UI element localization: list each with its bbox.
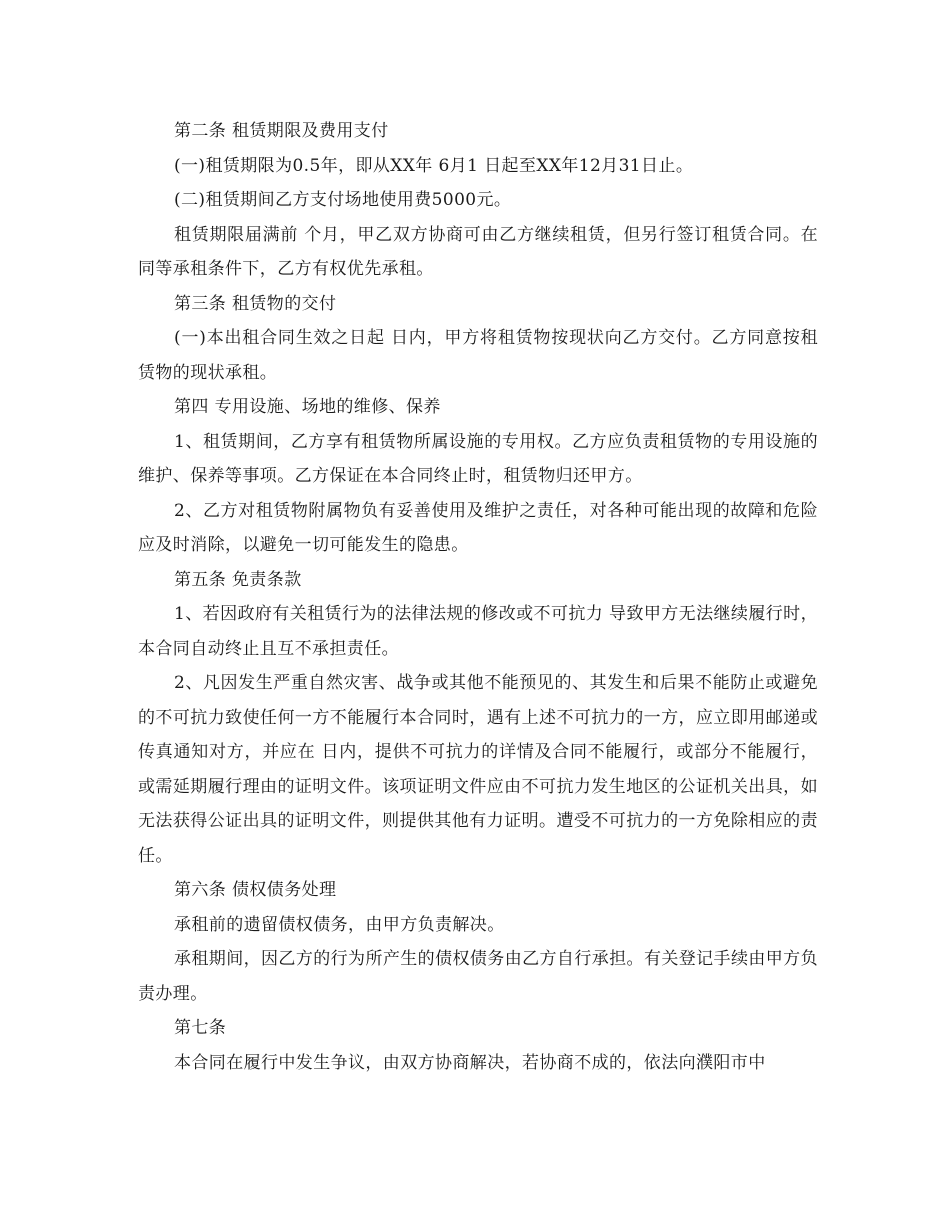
article-7-paragraph-1: 本合同在履行中发生争议，由双方协商解决，若协商不成的，依法向濮阳市中 (174, 1052, 766, 1073)
article-5-heading: 第五条 免责条款 (174, 569, 302, 590)
article-2-clause-1: (一)租赁期限为0.5年，即从XX年 6月1 日起至XX年12月31日止。 (174, 155, 694, 176)
article-2-clause-2: (二)租赁期间乙方支付场地使用费5000元。 (174, 190, 512, 210)
article-6-heading: 第六条 债权债务处理 (174, 880, 337, 900)
article-4-item-1: 1、租赁期间，乙方享有租赁物所属设施的专用权。乙方应负责租赁物的专用设施的维护、保养等事项。乙方保证在本合同终止时，租赁物归还甲方。 (138, 431, 818, 486)
article-6-paragraph-1: 承租前的遗留债权债务，由甲方负责解决。 (174, 914, 505, 935)
article-7-heading: 第七条 (174, 1018, 227, 1038)
article-3-heading: 第三条 租赁物的交付 (174, 293, 337, 314)
article-2-heading: 第二条 租赁期限及费用支付 (174, 121, 389, 141)
article-2-renewal-paragraph: 租赁期限届满前 个月，甲乙双方协商可由乙方继续租赁，但另行签订租赁合同。在同等承租条件下，乙方有权优先承租。 (138, 224, 818, 279)
article-5-item-2: 2、凡因发生严重自然灾害、战争或其他不能预见的、其发生和后果不能防止或避免的不可抗力致使任何一方不能履行本合同时，遇有上述不可抗力的一方，应立即用邮递或传真通知对方，并应在 日内，提供不可抗力的详情及合同不能履行，或部分不能履行，或需延期履行理由的证明文件。该项证明文件应由不可抗力发生地区的公证机关出具，如无法获得公证出具的证明文件，则提供其他有力证明。遭受不可抗力的一方免除相应的责任。 (138, 673, 818, 866)
article-4-item-2: 2、乙方对租赁物附属物负有妥善使用及维护之责任，对各种可能出现的故障和危险应及时消除，以避免一切可能发生的隐患。 (138, 500, 818, 555)
document-body (138, 114, 818, 1080)
article-4-heading: 第四 专用设施、场地的维修、保养 (174, 397, 441, 417)
article-3-clause-1: (一)本出租合同生效之日起 日内，甲方将租赁物按现状向乙方交付。乙方同意按租赁物的现状承租。 (138, 328, 818, 383)
article-6-paragraph-2: 承租期间，因乙方的行为所产生的债权债务由乙方自行承担。有关登记手续由甲方负责办理。 (138, 949, 818, 1004)
article-5-item-1: 1、若因政府有关租赁行为的法律法规的修改或不可抗力 导致甲方无法继续履行时，本合同自动终止且互不承担责任。 (138, 604, 818, 659)
